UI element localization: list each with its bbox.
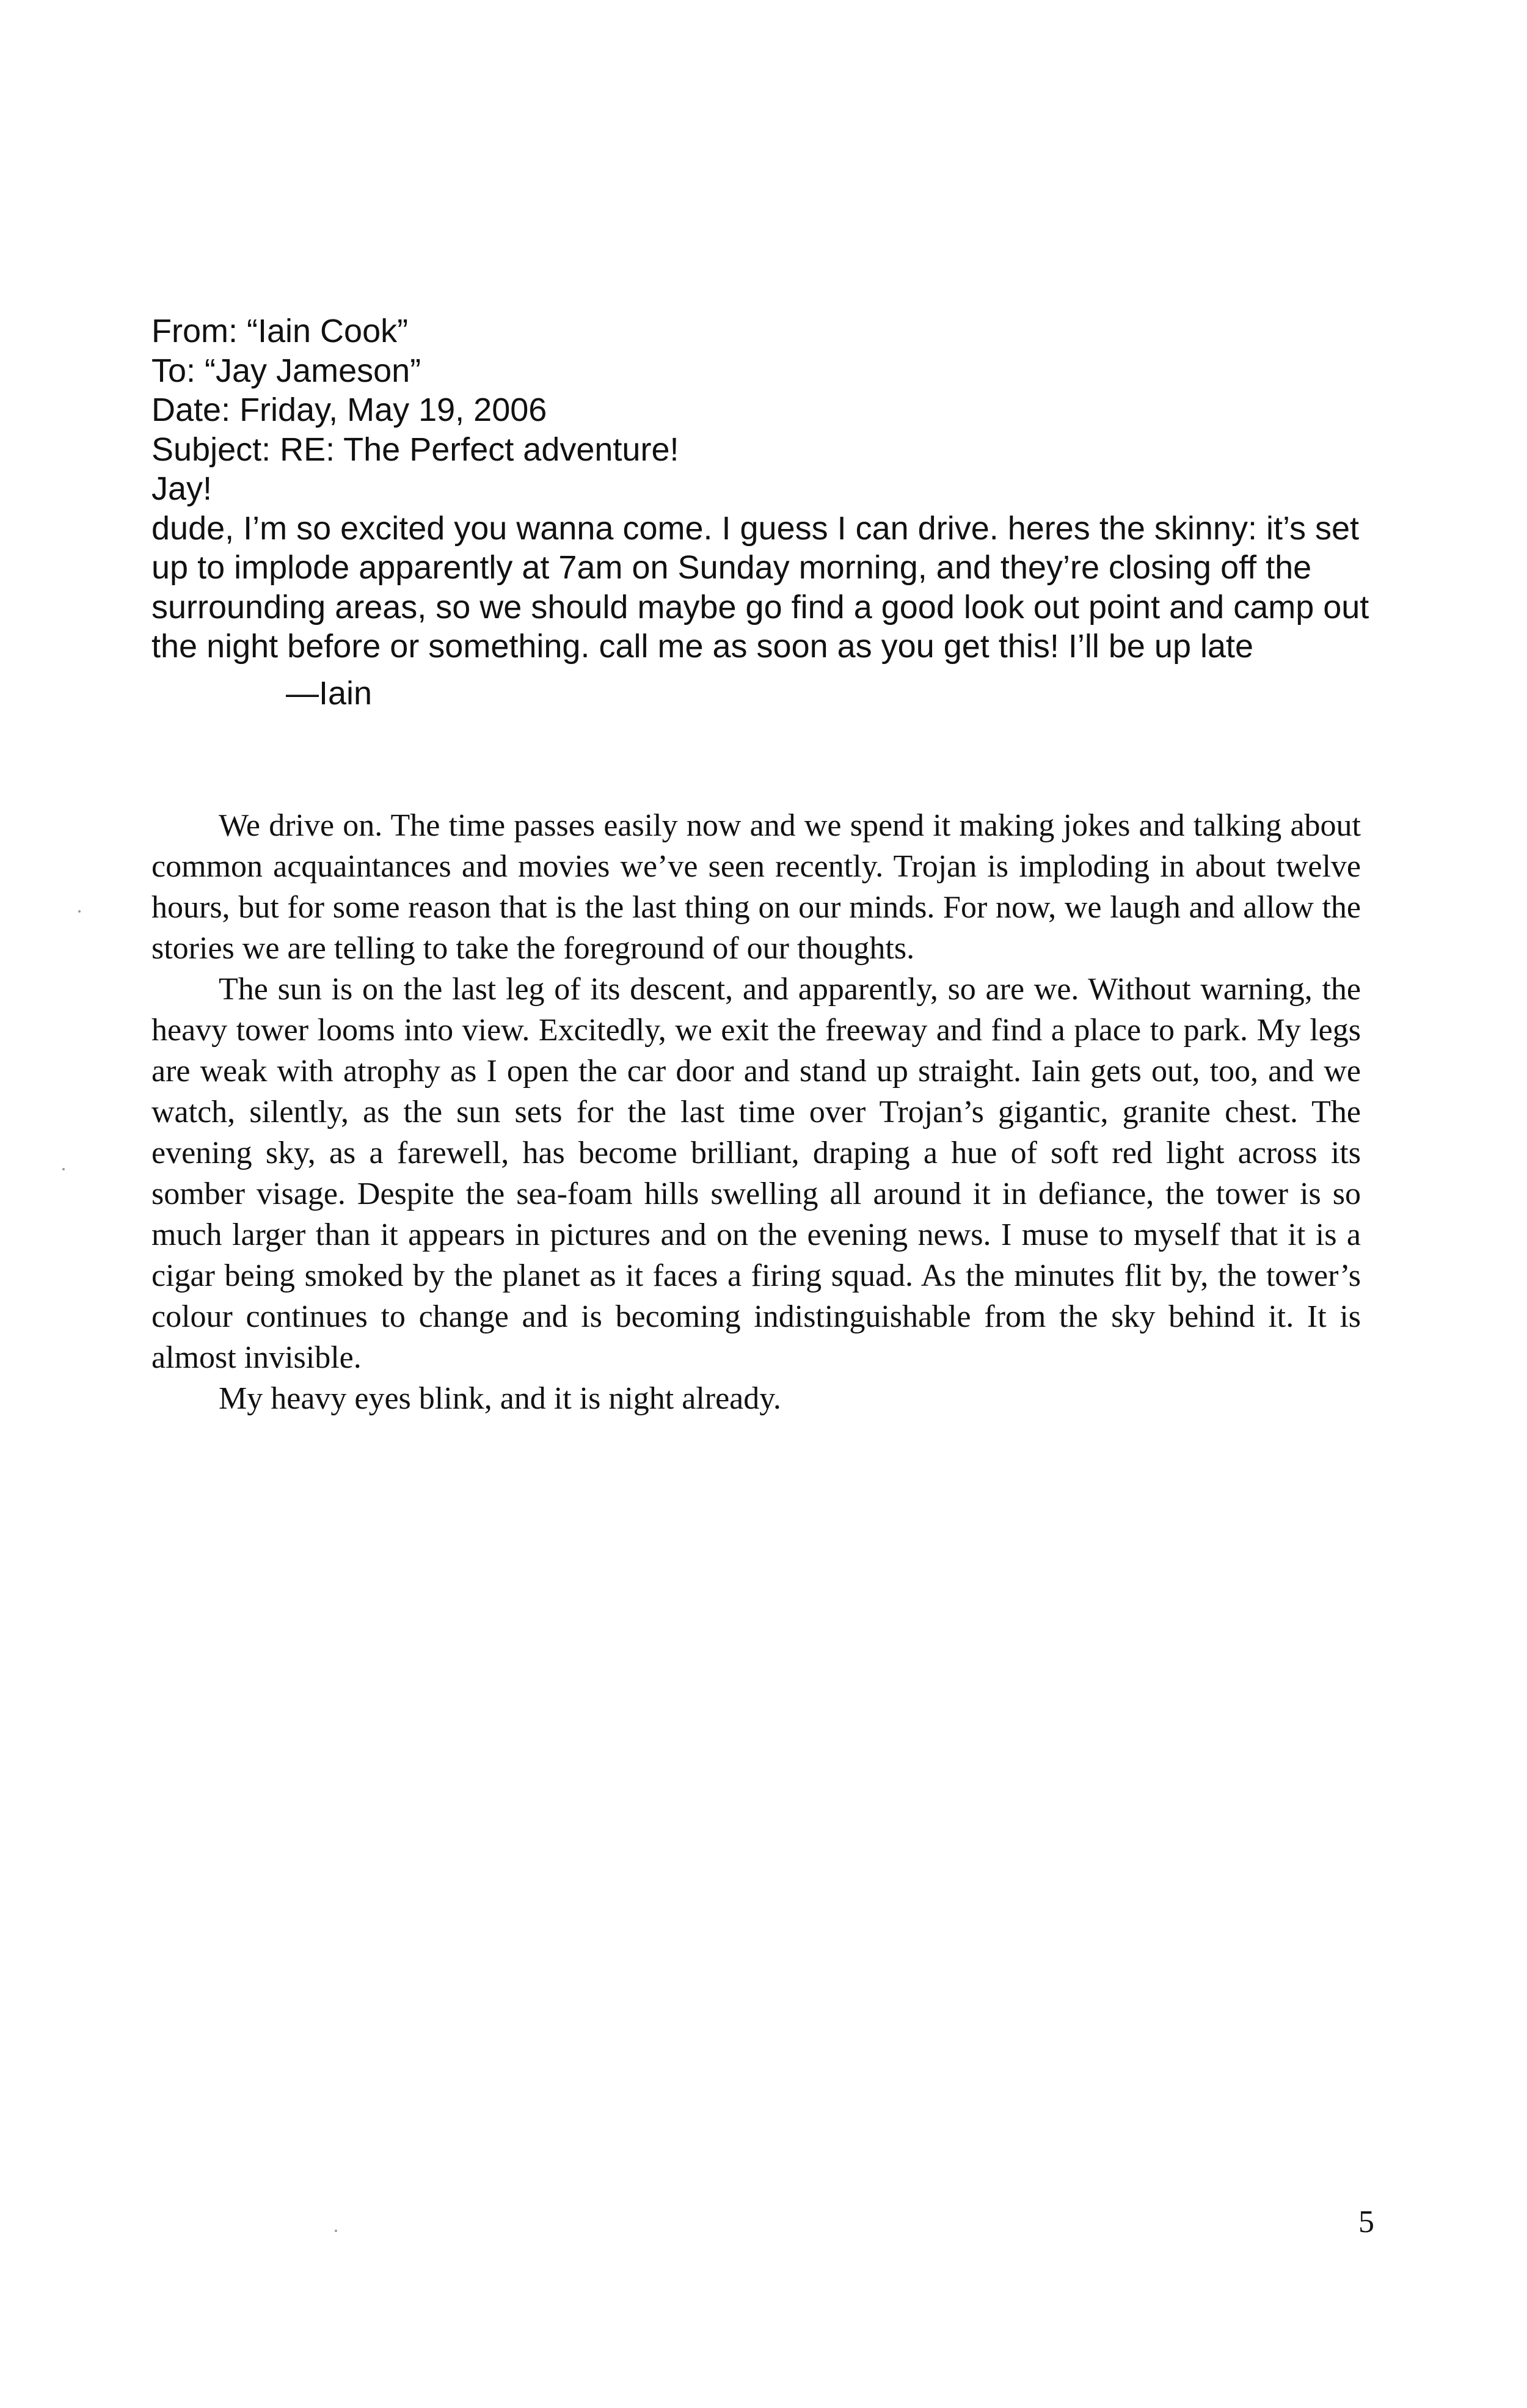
paragraph: We drive on. The time passes easily now and we spend it making jokes and talking about common acquaintances and movies we’ve seen recently. Trojan is imploding in about twelve hours, but for some reason that is the last thing on our minds. For now, we laugh and allow the stories we are telling to take the foreground of our thoughts. [151,808,1361,966]
page-number: 5 [1358,2205,1374,2239]
paragraph: The sun is on the last leg of its descent, and apparently, so are we. Without warning, the heavy tower looms into view. Excitedly, we exit the freeway and find a place to park. My legs are weak with atrophy as I open the car door and stand up straight. Iain gets out, too, and we watch, silently, as the sun sets for the last time over Trojan’s gigantic, granite chest. The evening sky, as a farewell, has become brilliant, draping a hue of soft red light across its somber visage. Despite the sea-foam hills swelling all around it in defiance, the tower is so much larger than it appears in pictures and on the evening news. I muse to myself that it is a cigar being smoked by the planet as it faces a firing squad. As the minutes flit by, the tower’s colour continues to change and is becoming indistinguishable from the sky behind it. It is almost invisible. [151,972,1361,1375]
email-date: Date: Friday, May 19, 2006 [151,392,547,428]
email-block [151,312,1379,713]
paragraph: My heavy eyes blink, and it is night already. [219,1381,781,1416]
email-subject: Subject: RE: The Perfect adventure! [151,431,679,468]
email-to: To: “Jay Jameson” [151,352,421,389]
scan-speck [78,910,81,913]
scan-speck [335,2230,337,2232]
narrative-text [151,805,1361,1419]
email-signature: —Iain [286,674,373,712]
email-body: dude, I’m so excited you wanna come. I guess I can drive. heres the skinny: it’s set up to implode apparently at 7am on Sunday morning, and they’re closing off the surrounding areas, so we should maybe go find a good look out point and camp out the night before or something. call me as soon as you get this! I’ll be up late [151,509,1369,665]
email-greeting: Jay! [151,470,213,507]
email-from: From: “Iain Cook” [151,313,409,349]
scan-speck [62,1168,65,1170]
